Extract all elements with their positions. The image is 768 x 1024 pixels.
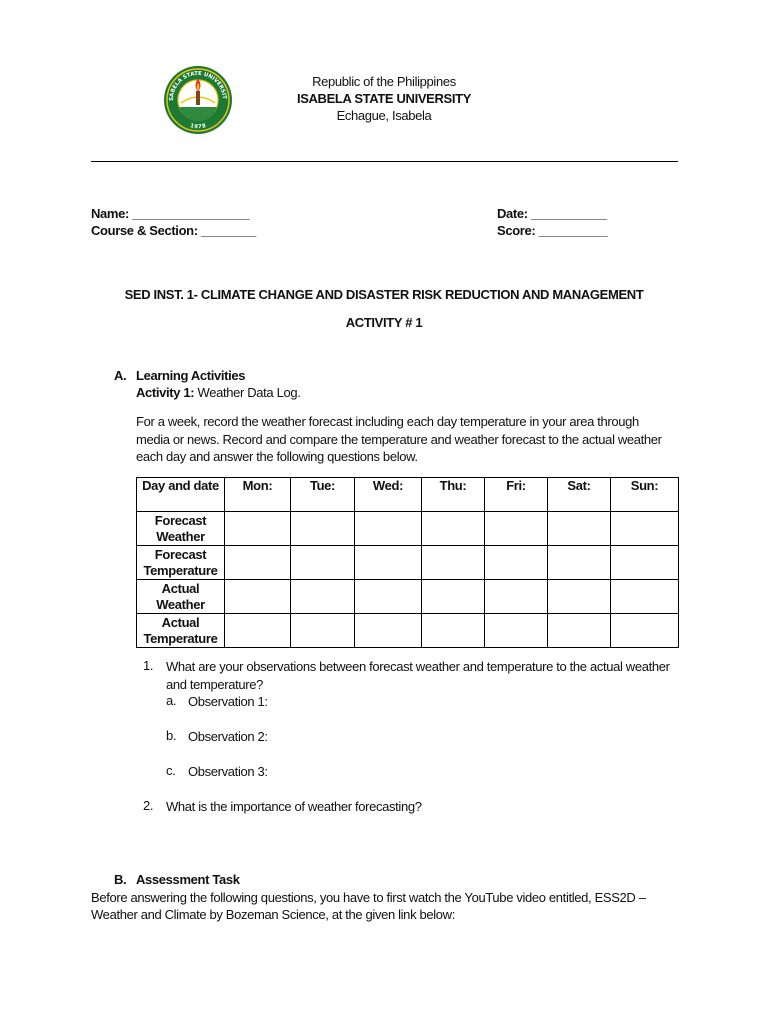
day-header-sat: Sat: xyxy=(548,478,611,512)
table-cell[interactable] xyxy=(355,512,422,546)
table-row xyxy=(137,614,679,648)
table-cell[interactable] xyxy=(485,512,548,546)
table-cell[interactable] xyxy=(485,546,548,580)
activity-title: ACTIVITY # 1 xyxy=(345,315,423,330)
header-divider xyxy=(91,161,678,162)
table-row xyxy=(137,546,679,580)
instructions-line-2: media or news. Record and compare the temperature and weather forecast to the actual weather xyxy=(136,431,662,447)
sub-item-b-letter: b. xyxy=(166,728,177,743)
table-row xyxy=(137,512,679,546)
table-cell[interactable] xyxy=(422,546,485,580)
table-header-row xyxy=(137,478,679,512)
republic-line: Republic of the Philippines xyxy=(312,74,456,89)
table-cell[interactable] xyxy=(422,580,485,614)
table-corner-header: Day and date xyxy=(137,478,225,512)
table-cell[interactable] xyxy=(291,546,355,580)
table-cell[interactable] xyxy=(422,512,485,546)
section-b-marker: B. xyxy=(114,872,127,887)
observation-2-label: Observation 2: xyxy=(188,729,268,744)
day-header-mon: Mon: xyxy=(225,478,291,512)
question-1-number: 1. xyxy=(143,658,154,673)
table-cell[interactable] xyxy=(548,512,611,546)
section-a-heading: Learning Activities xyxy=(136,368,246,383)
svg-text:ISABELA STATE UNIVERSITY: SABELA STATE UNIVERSIT xyxy=(168,70,228,102)
question-1-text-line-2: and temperature? xyxy=(166,676,264,692)
university-location: Echague, Isabela xyxy=(336,108,432,123)
table-cell[interactable] xyxy=(422,614,485,648)
course-title: SED INST. 1- CLIMATE CHANGE AND DISASTER RISK REDUCTION AND MANAGEMENT xyxy=(124,287,644,302)
course-section-field[interactable]: Course & Section: ________ xyxy=(91,223,257,238)
sub-item-c-letter: c. xyxy=(166,763,176,778)
university-name: ISABELA STATE UNIVERSITY xyxy=(296,91,472,106)
table-cell[interactable] xyxy=(225,512,291,546)
table-cell[interactable] xyxy=(548,546,611,580)
question-1-text-line-1: What are your observations between forecast weather and temperature to the actual weather xyxy=(166,659,670,674)
name-field[interactable]: Name: _________________ xyxy=(91,206,250,221)
date-field[interactable]: Date: ___________ xyxy=(497,206,607,221)
table-row xyxy=(137,580,679,614)
table-cell[interactable] xyxy=(611,614,679,648)
section-b-line-1: Before answering the following questions, you have to first watch the YouTube video entitled, ESS2D – xyxy=(91,889,646,905)
row-label-forecast-temperature: Forecast Temperature xyxy=(137,546,225,580)
row-label-actual-temperature: Actual Temperature xyxy=(137,614,225,648)
table-cell[interactable] xyxy=(225,546,291,580)
svg-text:1978: 1978 xyxy=(189,123,207,131)
score-field[interactable]: Score: __________ xyxy=(497,223,608,238)
table-cell[interactable] xyxy=(355,614,422,648)
activity-label: Activity 1: xyxy=(136,385,195,400)
question-2-text: What is the importance of weather forecasting? xyxy=(166,799,422,814)
table-cell[interactable] xyxy=(291,614,355,648)
question-2-number: 2. xyxy=(143,798,154,813)
observation-3-label: Observation 3: xyxy=(188,764,268,779)
table-cell[interactable] xyxy=(225,614,291,648)
section-b-heading: Assessment Task xyxy=(136,872,240,887)
table-cell[interactable] xyxy=(611,546,679,580)
table-cell[interactable] xyxy=(548,580,611,614)
row-label-actual-weather: Actual Weather xyxy=(137,580,225,614)
section-b-line-2: Weather and Climate by Bozeman Science, at the given link below: xyxy=(91,907,455,922)
table-cell[interactable] xyxy=(355,580,422,614)
observation-1-label: Observation 1: xyxy=(188,694,268,709)
table-cell[interactable] xyxy=(291,580,355,614)
day-header-sun: Sun: xyxy=(611,478,679,512)
table-cell[interactable] xyxy=(548,614,611,648)
activity-line xyxy=(136,384,300,402)
instructions-line-3: each day and answer the following questions below. xyxy=(136,449,418,464)
weather-log-table xyxy=(136,477,679,648)
day-header-tue: Tue: xyxy=(291,478,355,512)
sub-item-a-letter: a. xyxy=(166,693,177,708)
table-cell[interactable] xyxy=(485,580,548,614)
table-cell[interactable] xyxy=(611,512,679,546)
row-label-forecast-weather: Forecast Weather xyxy=(137,512,225,546)
day-header-wed: Wed: xyxy=(355,478,422,512)
instructions-line-1: For a week, record the weather forecast including each day temperature in your area through xyxy=(136,414,639,429)
activity-name: Weather Data Log. xyxy=(194,385,301,400)
section-a-marker: A. xyxy=(114,368,127,383)
table-cell[interactable] xyxy=(225,580,291,614)
table-cell[interactable] xyxy=(291,512,355,546)
day-header-thu: Thu: xyxy=(422,478,485,512)
day-header-fri: Fri: xyxy=(485,478,548,512)
table-cell[interactable] xyxy=(611,580,679,614)
table-cell[interactable] xyxy=(355,546,422,580)
table-cell[interactable] xyxy=(485,614,548,648)
